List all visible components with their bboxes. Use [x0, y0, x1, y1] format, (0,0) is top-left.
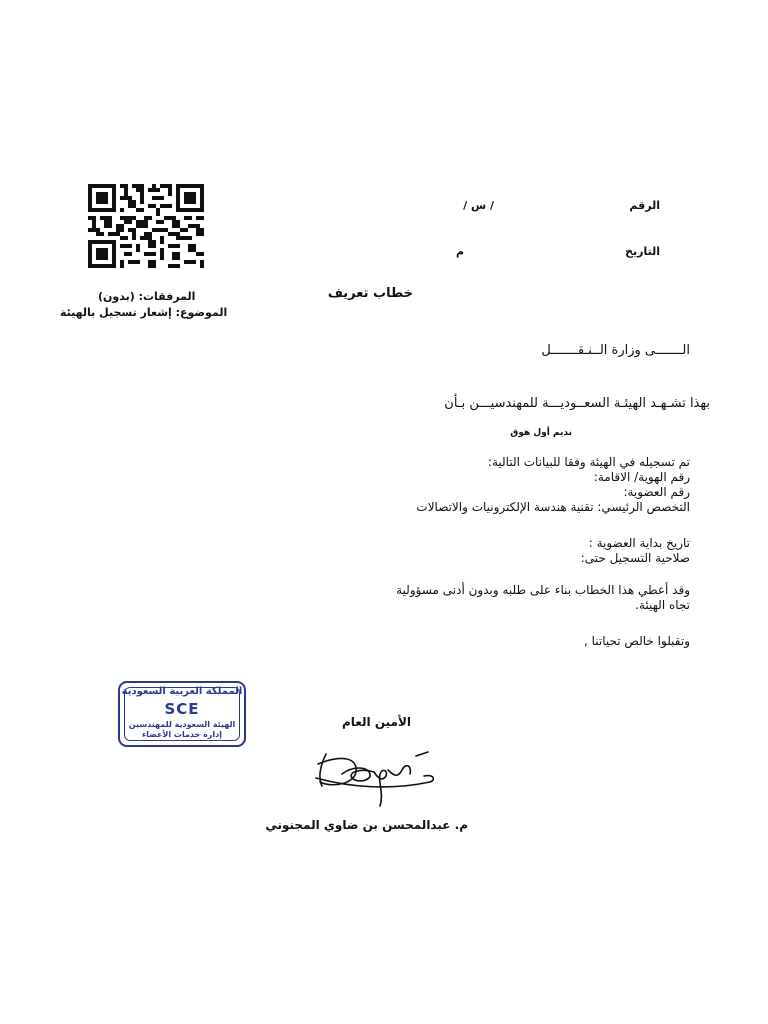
intro-line: بهذا تشـهـد الهيئـة السعــوديـــة للمهندسيـــن بـأن — [444, 396, 710, 411]
details-line: التخصص الرئيسي: تقنية هندسة الإلكترونيات والاتصالات — [416, 500, 690, 514]
attachments-line: المرفقات: (بدون) — [98, 290, 196, 303]
closing-paragraph — [396, 583, 690, 613]
signatory-title: الأمين العام — [341, 715, 411, 729]
recipient-line: الـــــــى وزارة الــنـقـــــــل — [541, 343, 690, 358]
official-stamp — [118, 681, 246, 747]
stamp-top-text: المملكة العربية السعودية — [121, 686, 243, 697]
details-line: تم تسجيله في الهيئة وفقا للبيانات التالية: — [487, 455, 690, 469]
stamp-logo-text: SCE — [164, 700, 200, 718]
dates-line: صلاحية التسجيل حتى: — [580, 551, 690, 565]
registration-details — [416, 455, 690, 515]
closing-line: تجاه الهيئة. — [635, 598, 690, 612]
person-name: نديم أول هوق — [510, 428, 572, 438]
membership-dates — [581, 536, 690, 566]
number-value: / س / — [463, 199, 494, 212]
closing-line: وقد أعطي هذا الخطاب بناء على طلبه وبدون أدنى مسؤولية — [396, 583, 690, 597]
stamp-line-2: إدارة خدمات الأعضاء — [141, 730, 222, 739]
signatory-name: م. عبدالمحسن بن ضاوي المجنوني — [265, 818, 468, 832]
stamp-line-1: الهيئة السعودية للمهندسين — [128, 720, 236, 729]
details-line: رقم الهوية/ الاقامة: — [593, 470, 690, 484]
date-label: التاريخ — [625, 245, 660, 258]
regards-line: وتقبلوا خالص تحياتنا , — [583, 634, 690, 648]
qr-code — [88, 183, 204, 269]
letter-title: خطاب تعريف — [327, 286, 413, 301]
number-label: الرقم — [629, 199, 660, 212]
date-value: م — [455, 245, 464, 258]
dates-line: تاريخ بداية العضوية : — [588, 536, 690, 550]
details-line: رقم العضوية: — [623, 485, 690, 499]
subject-line: الموضوع: إشعار تسجيل بالهيئة — [60, 306, 228, 319]
handwritten-signature — [312, 748, 438, 810]
